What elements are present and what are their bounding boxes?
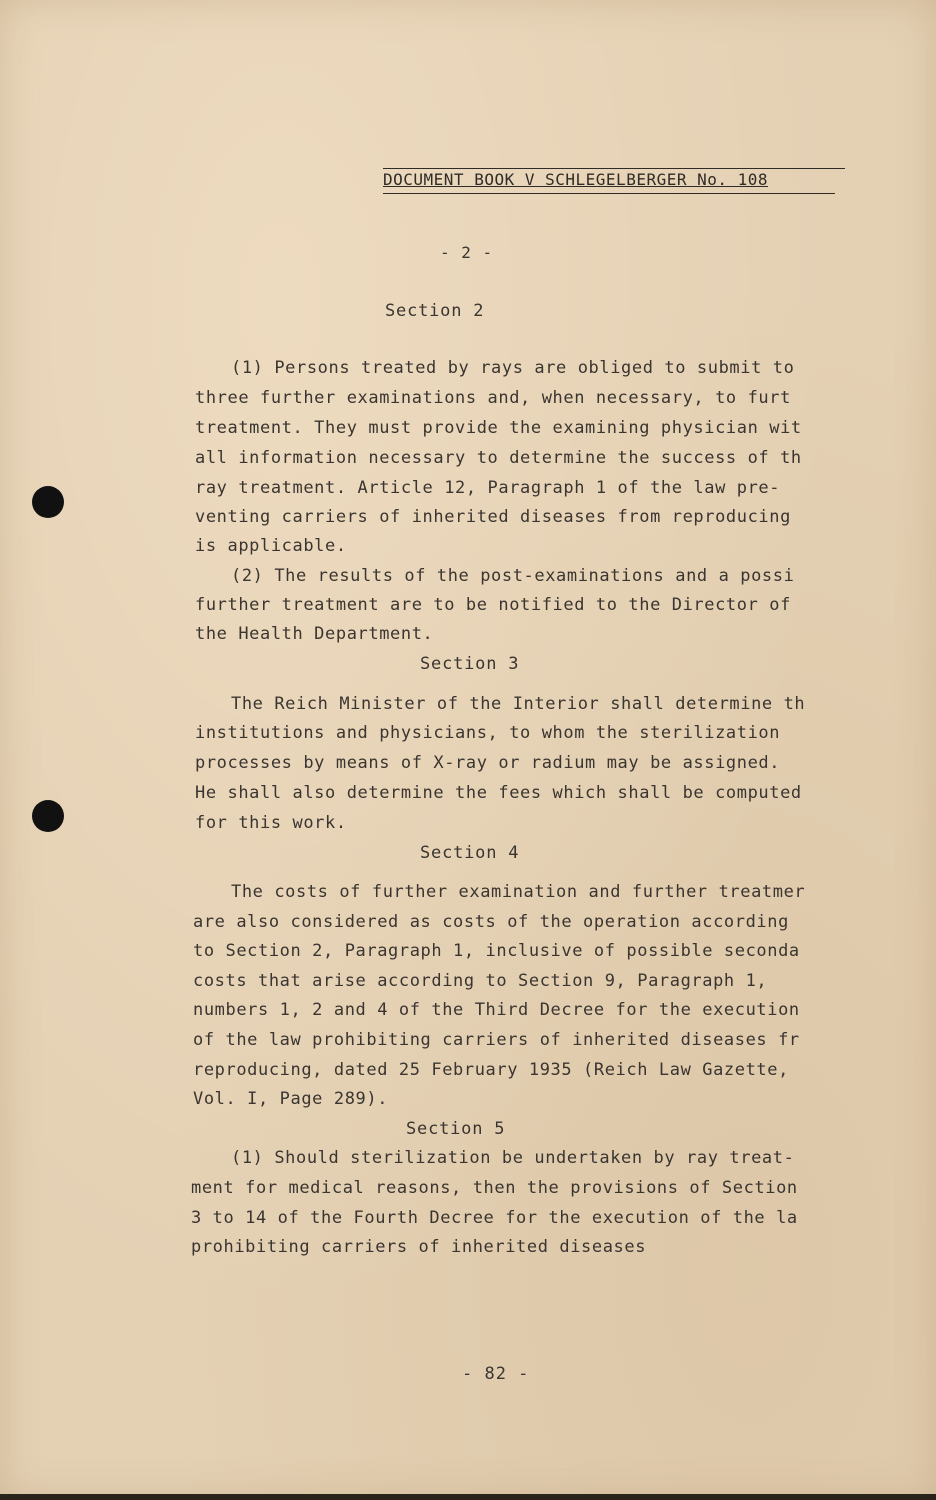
text-line: is applicable. <box>195 536 347 556</box>
text-line: (1) Persons treated by rays are obliged to submit to <box>231 358 795 378</box>
text-line: for this work. <box>195 813 347 833</box>
text-line: Vol. I, Page 289). <box>193 1089 389 1109</box>
section-heading: Section 2 <box>385 301 485 321</box>
text-line: ment for medical reasons, then the provisions of Section <box>191 1178 798 1198</box>
text-line: processes by means of X-ray or radium may be assigned. <box>195 753 781 773</box>
section-heading: Section 3 <box>420 654 520 674</box>
text-line: costs that arise according to Section 9, Paragraph 1, <box>193 971 768 991</box>
text-line: The Reich Minister of the Interior shall determine th <box>231 694 806 714</box>
text-line: institutions and physicians, to whom the sterilization <box>195 723 781 743</box>
header-top-rule <box>383 168 845 169</box>
text-line: (2) The results of the post-examinations and a possi <box>231 566 795 586</box>
punch-hole-bottom <box>32 800 64 832</box>
text-line: reproducing, dated 25 February 1935 (Reich Law Gazette, <box>193 1060 789 1080</box>
text-line: prohibiting carriers of inherited diseases <box>191 1237 647 1257</box>
header-bottom-rule <box>383 193 835 194</box>
text-line: treatment. They must provide the examining physician wit <box>195 418 802 438</box>
page-number: - 82 - <box>462 1364 530 1384</box>
text-line: to Section 2, Paragraph 1, inclusive of possible seconda <box>193 941 800 961</box>
text-line: The costs of further examination and further treatmer <box>231 882 806 902</box>
section-heading: Section 5 <box>406 1119 506 1139</box>
text-line: three further examinations and, when necessary, to furt <box>195 388 791 408</box>
text-line: 3 to 14 of the Fourth Decree for the execution of the la <box>191 1208 798 1228</box>
text-line: ray treatment. Article 12, Paragraph 1 of the law pre- <box>195 478 781 498</box>
text-line: He shall also determine the fees which shall be computed <box>195 783 802 803</box>
text-line: venting carriers of inherited diseases from reproducing <box>195 507 791 527</box>
text-line: of the law prohibiting carriers of inherited diseases fr <box>193 1030 800 1050</box>
text-line: the Health Department. <box>195 624 434 644</box>
punch-hole-top <box>32 486 64 518</box>
text-line: numbers 1, 2 and 4 of the Third Decree for the execution <box>193 1000 800 1020</box>
text-line: further treatment are to be notified to the Director of <box>195 595 791 615</box>
section-heading: Section 4 <box>420 843 520 863</box>
page-marker: - 2 - <box>440 243 494 262</box>
document-header-title: DOCUMENT BOOK V SCHLEGELBERGER No. 108 <box>383 170 769 189</box>
page-bottom-edge <box>0 1494 936 1500</box>
text-line: are also considered as costs of the operation according <box>193 912 789 932</box>
text-line: all information necessary to determine the success of th <box>195 448 802 468</box>
text-line: (1) Should sterilization be undertaken by ray treat- <box>231 1148 795 1168</box>
